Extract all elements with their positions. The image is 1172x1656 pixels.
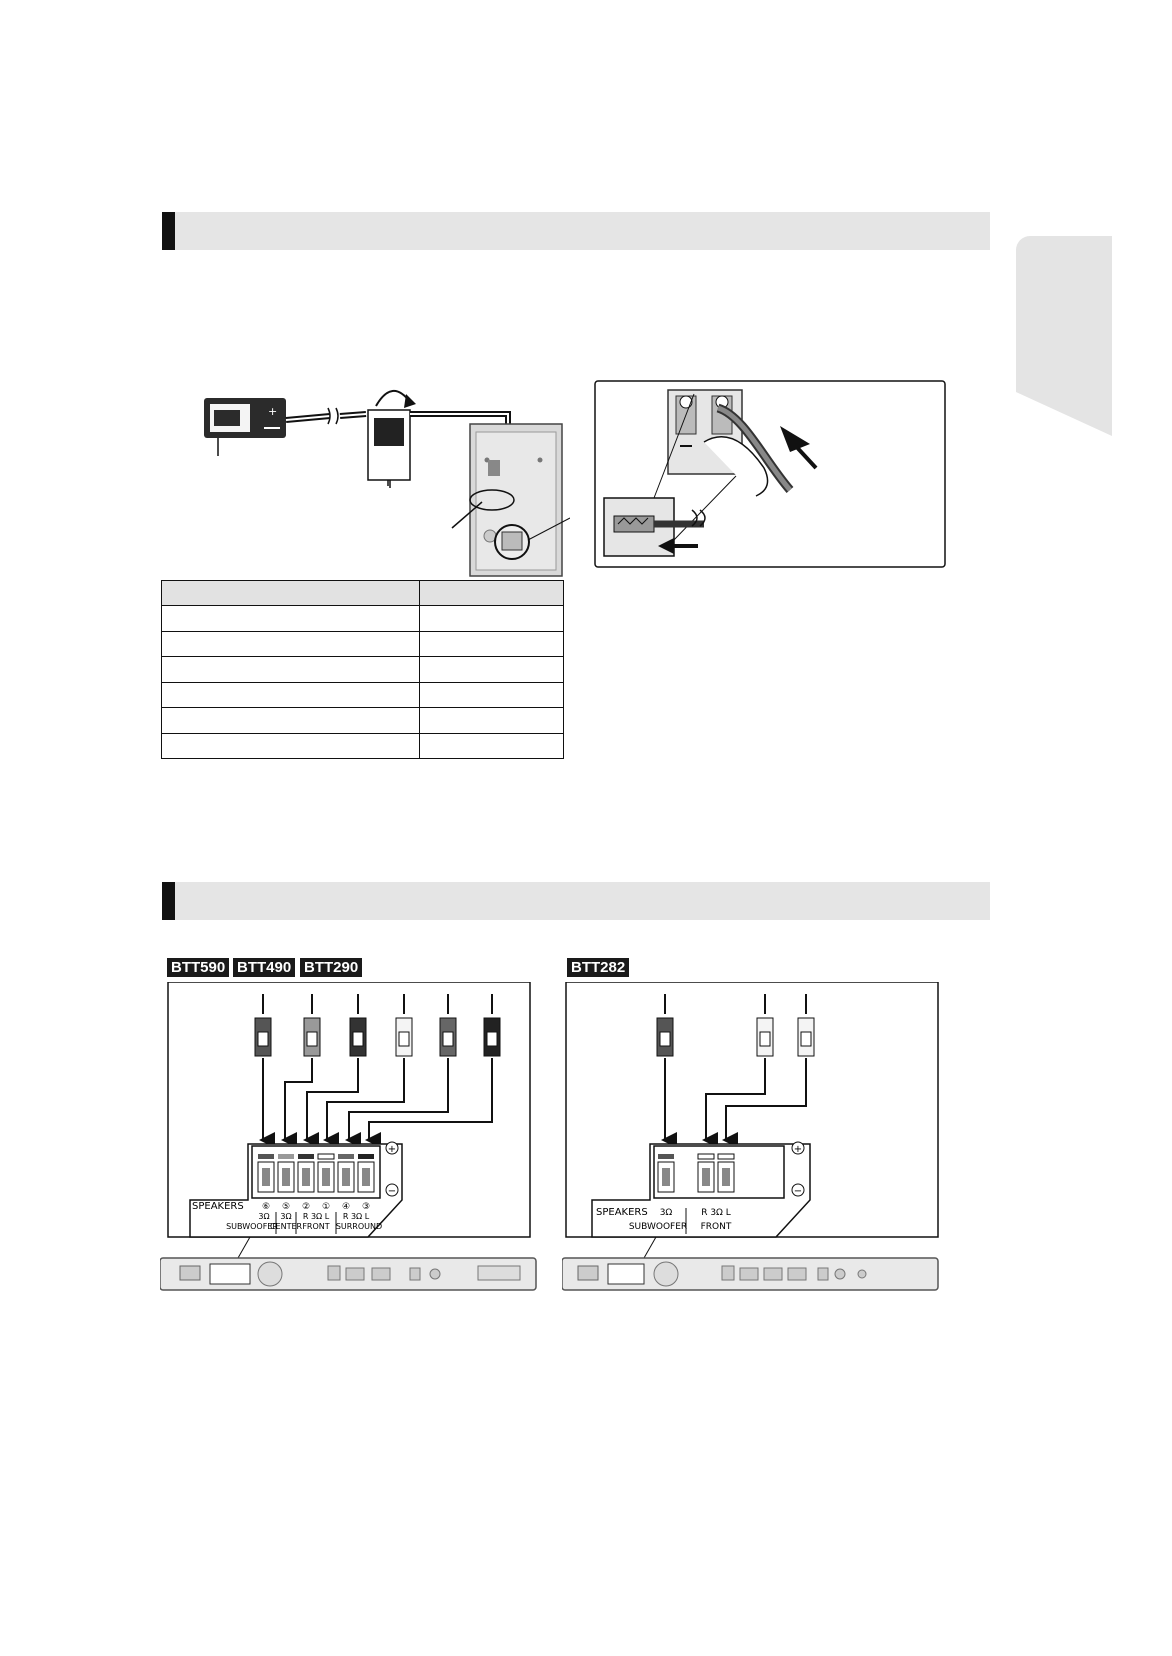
group-label: CENTER bbox=[269, 1222, 303, 1231]
model-badge: BTT590 bbox=[167, 958, 229, 977]
terminal-number: ④ bbox=[341, 1202, 351, 1212]
svg-text:+: + bbox=[268, 405, 278, 418]
table-row bbox=[162, 631, 564, 656]
section-header-bar bbox=[162, 212, 990, 250]
model-badge: BTT282 bbox=[567, 958, 629, 977]
table-row bbox=[162, 708, 564, 733]
plus-icon: + bbox=[793, 1144, 803, 1155]
speakers-label: SPEAKERS bbox=[192, 1201, 244, 1212]
table-row bbox=[162, 733, 564, 758]
group-label: FRONT bbox=[700, 1222, 732, 1232]
speaker-spec-table bbox=[161, 580, 564, 759]
terminal-zoom-inset bbox=[594, 380, 946, 568]
group-label: SUBWOOFER bbox=[628, 1222, 688, 1232]
minus-icon: − bbox=[387, 1186, 397, 1197]
ohm-label: R 3Ω L bbox=[342, 1212, 370, 1221]
model-badge: BTT490 bbox=[233, 958, 295, 977]
table-row bbox=[162, 682, 564, 707]
table-row bbox=[162, 657, 564, 682]
model-badge: BTT290 bbox=[300, 958, 362, 977]
ohm-label: R 3Ω L bbox=[302, 1212, 330, 1221]
ohm-label: 3Ω bbox=[280, 1212, 292, 1221]
terminal-number: ⑤ bbox=[281, 1202, 291, 1212]
terminal-number: ② bbox=[301, 1202, 311, 1212]
ohm-label: 3Ω bbox=[258, 1212, 270, 1221]
table-row bbox=[162, 606, 564, 631]
terminal-number: ⑥ bbox=[261, 1202, 271, 1212]
speakers-label: SPEAKERS bbox=[596, 1207, 648, 1218]
side-index-tab bbox=[1016, 236, 1112, 436]
table-header-row bbox=[162, 581, 564, 606]
connection-diagram-three-speaker bbox=[562, 982, 942, 1292]
ohm-label: 3Ω bbox=[659, 1208, 673, 1218]
connection-diagram-six-speaker bbox=[160, 982, 540, 1292]
group-label: FRONT bbox=[302, 1222, 330, 1231]
group-label: SURROUND bbox=[335, 1222, 383, 1231]
plus-icon: + bbox=[387, 1144, 397, 1155]
group-label: SUBWOOFER bbox=[226, 1222, 278, 1231]
section-marker bbox=[162, 212, 175, 250]
section-header-bar bbox=[162, 882, 990, 920]
speaker-cable-diagram bbox=[190, 368, 570, 578]
section-marker bbox=[162, 882, 175, 920]
minus-icon: − bbox=[793, 1186, 803, 1197]
terminal-number: ③ bbox=[361, 1202, 371, 1212]
terminal-number: ① bbox=[321, 1202, 331, 1212]
ohm-label: R 3Ω L bbox=[701, 1208, 731, 1218]
